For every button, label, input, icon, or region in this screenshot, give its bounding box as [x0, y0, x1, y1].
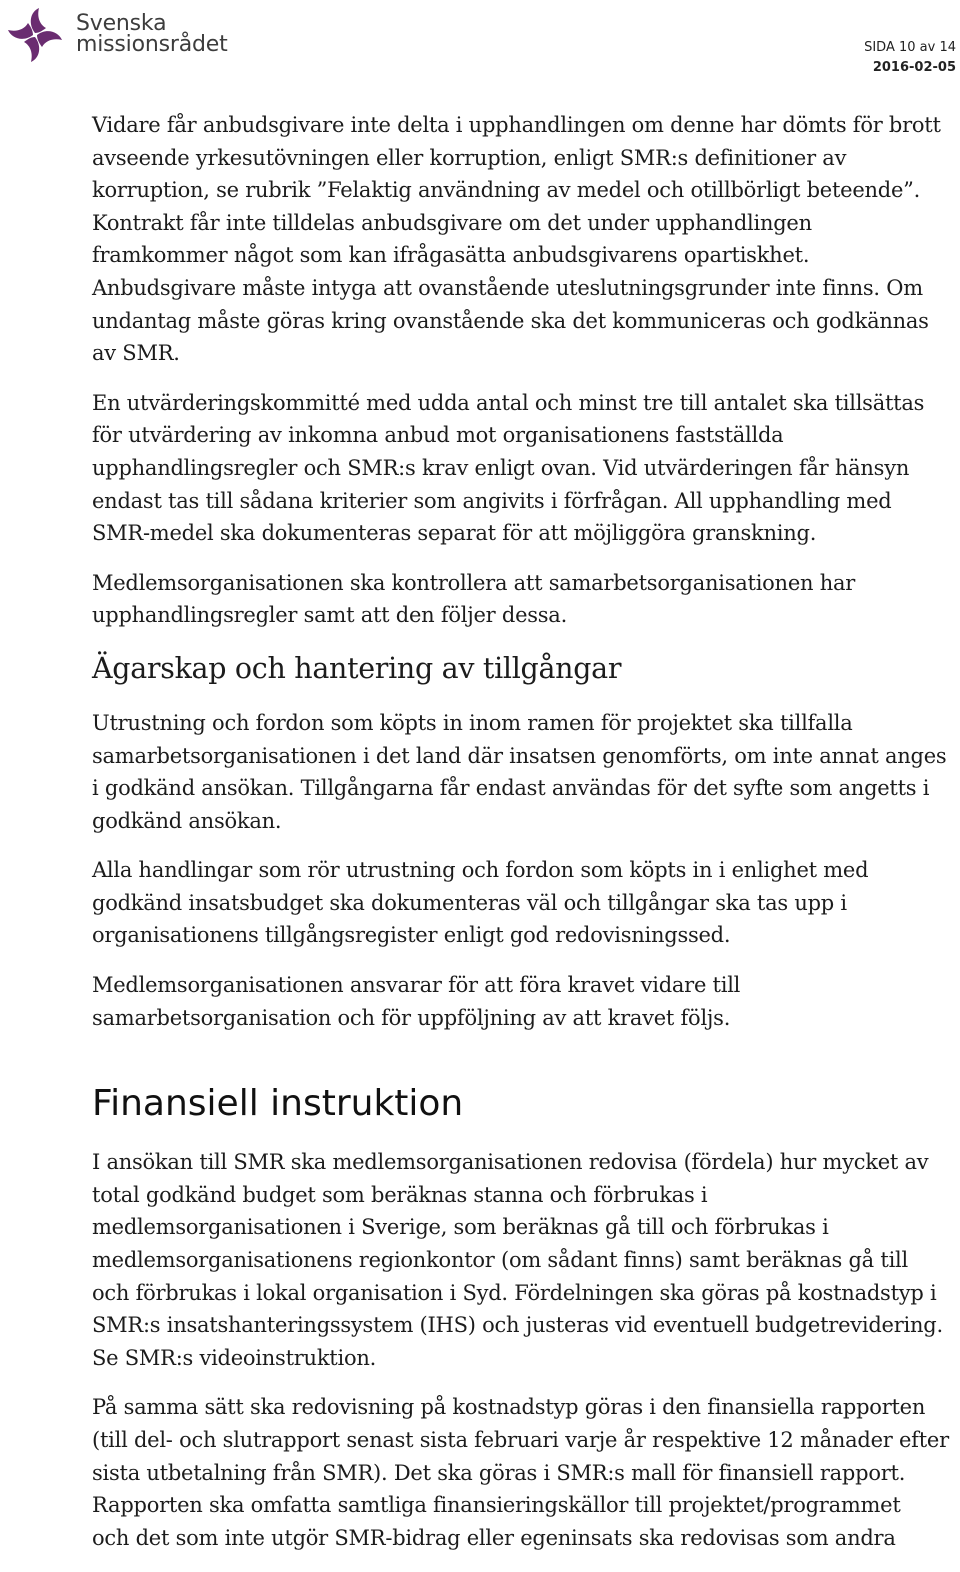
text-line: Rapporten ska omfatta samtliga finansieringskällor till projektet/programmet: [92, 1493, 901, 1518]
text-line: och det som inte utgör SMR-bidrag eller egeninsats ska redovisas som andra: [92, 1525, 896, 1550]
text-line: sista utbetalning från SMR). Det ska göras i SMR:s mall för finansiell rapport.: [92, 1460, 906, 1485]
page-meta: [864, 38, 956, 78]
text-line: medlemsorganisationen i Sverige, som beräknas gå till och förbrukas i: [92, 1215, 829, 1240]
logo-text-line1: Svenska: [76, 11, 167, 36]
text-line: endast tas till sådana kriterier som angivits i förfrågan. All upphandling med: [92, 488, 892, 513]
text-line: och förbrukas i lokal organisation i Syd. Fördelningen ska göras på kostnadstyp i: [92, 1280, 937, 1305]
paragraph-responsibility: [92, 969, 954, 1034]
text-line: Alla handlingar som rör utrustning och fordon som köpts in i enlighet med: [92, 858, 869, 883]
text-line: av SMR.: [92, 341, 180, 366]
page-header: [0, 0, 960, 90]
text-line: Medlemsorganisationen ansvarar för att föra kravet vidare till: [92, 973, 741, 998]
text-line: SMR-medel ska dokumenteras separat för att möjliggöra granskning.: [92, 521, 817, 546]
paragraph-reporting: [92, 1391, 954, 1554]
text-line: undantag måste göras kring ovanstående ska det kommuniceras och godkännas: [92, 308, 929, 333]
text-line: samarbetsorganisation och för uppföljning av att kravet följs.: [92, 1005, 731, 1030]
paragraph-evaluation: [92, 387, 954, 550]
document-date: 2016-02-05: [872, 60, 956, 75]
logo-mark-icon: [6, 6, 64, 64]
text-line: upphandlingsregler samt att den följer dessa.: [92, 603, 567, 628]
text-line: godkänd ansökan.: [92, 808, 282, 833]
text-line: En utvärderingskommitté med udda antal och minst tre till antalet ska tillsättas: [92, 390, 925, 415]
text-line: Utrustning och fordon som köpts in inom ramen för projektet ska tillfalla: [92, 710, 853, 735]
section-heading-assets: Ägarskap och hantering av tillgångar: [92, 651, 622, 685]
section-heading-finance: Finansiell instruktion: [92, 1083, 464, 1125]
text-line: I ansökan till SMR ska medlemsorganisationen redovisa (fördela) hur mycket av: [92, 1150, 929, 1175]
organization-logo: [6, 6, 246, 66]
text-line: avseende yrkesutövningen eller korruption, enligt SMR:s definitioner av: [92, 145, 847, 170]
text-line: organisationens tillgångsregister enligt god redovisningssed.: [92, 923, 731, 948]
text-line: samarbetsorganisationen i det land där insatsen genomförts, om inte annat anges: [92, 743, 947, 768]
text-line: (till del- och slutrapport senast sista februari varje år respektive 12 månader efter: [92, 1428, 949, 1452]
paragraph-exclusion: [92, 109, 954, 370]
text-line: upphandlingsregler och SMR:s krav enligt ovan. Vid utvärderingen får hänsyn: [92, 455, 910, 480]
text-line: för utvärdering av inkomna anbud mot organisationens fastställda: [92, 423, 784, 448]
text-line: framkommer något som kan ifrågasätta anbudsgivarens opartiskhet.: [92, 243, 810, 268]
logo-text-line2: missionsrådet: [76, 32, 228, 57]
paragraph-equipment: [92, 707, 954, 837]
text-line: Anbudsgivare måste intyga att ovanstående uteslutningsgrunder inte finns. Om: [92, 275, 923, 300]
document-body: [92, 109, 954, 1571]
text-line: godkänd insatsbudget ska dokumenteras väl och tillgångar ska tas upp i: [92, 890, 847, 915]
paragraph-application: [92, 1146, 954, 1374]
text-line: Medlemsorganisationen ska kontrollera att samarbetsorganisationen har: [92, 570, 856, 595]
page-number: SIDA 10 av 14: [864, 40, 956, 55]
paragraph-control: [92, 567, 954, 632]
text-line: Vidare får anbudsgivare inte delta i upphandlingen om denne har dömts för brott: [92, 113, 941, 137]
paragraph-documentation: [92, 854, 954, 952]
text-line: Kontrakt får inte tilldelas anbudsgivare om det under upphandlingen: [92, 210, 812, 235]
text-line: medlemsorganisationens regionkontor (om sådant finns) samt beräknas gå till: [92, 1248, 908, 1273]
text-line: SMR:s insatshanteringssystem (IHS) och justeras vid eventuell budgetrevidering.: [92, 1313, 943, 1338]
text-line: i godkänd ansökan. Tillgångarna får endast användas för det syfte som angetts i: [92, 776, 930, 801]
text-line: Se SMR:s videoinstruktion.: [92, 1345, 377, 1370]
text-line: På samma sätt ska redovisning på kostnadstyp göras i den finansiella rapporten: [92, 1395, 926, 1420]
text-line: total godkänd budget som beräknas stanna och förbrukas i: [92, 1182, 708, 1207]
text-line: korruption, se rubrik ”Felaktig användning av medel och otillbörligt beteende”.: [92, 178, 921, 203]
